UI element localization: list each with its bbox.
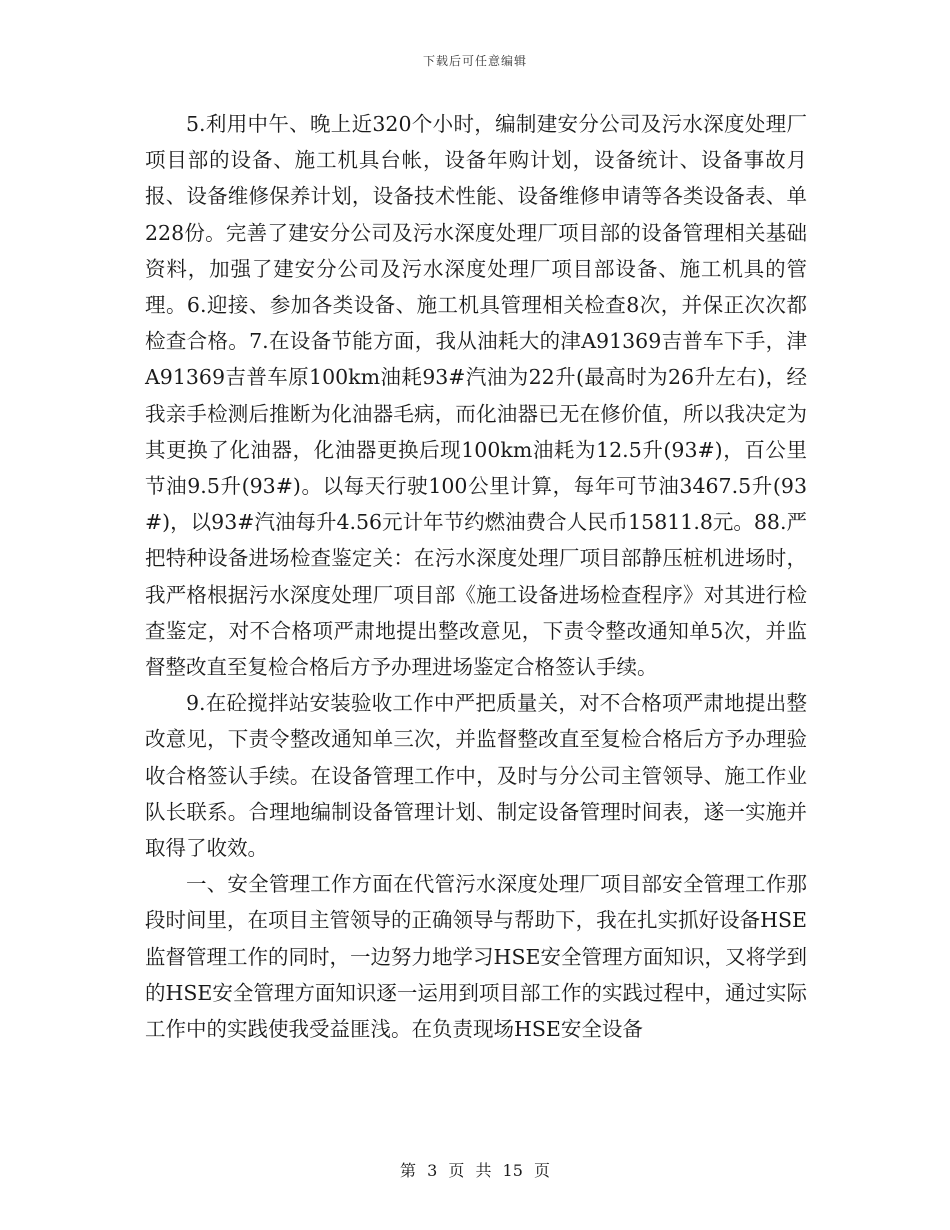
page-number-footer: 第 3 页 共 15 页 xyxy=(400,1161,550,1180)
paragraph-mixing-station: 9.在砼搅拌站安装验收工作中严把质量关，对不合格项严肃地提出整改意见，下责令整改通知单三次，并监督整改直至复检合格后方予办理验收合格签认手续。在设备管理工作中，及时与分公司主管领导、施工作业队长联系。合理地编制设备管理计划、制定设备管理时间表，遂一实施并取得了收效。 xyxy=(145,691,807,861)
paragraph-safety-management: 一、安全管理工作方面在代管污水深度处理厂项目部安全管理工作那段时间里，在项目主管领导的正确领导与帮助下，我在扎实抓好设备HSE监督管理工作的同时，一边努力地学习HSE安全管理方面知识，又将学到的HSE安全管理方面知识逐一运用到项目部工作的实践过程中，通过实际工作中的实践使我受益匪浅。在负责现场HSE安全设备 xyxy=(145,872,807,1042)
page-header: 下载后可任意编辑 xyxy=(422,54,527,68)
document-body xyxy=(145,106,807,1047)
paragraph-equipment-records: 5.利用中午、晚上近320个小时，编制建安分公司及污水深度处理厂项目部的设备、施工机具台帐，设备年购计划，设备统计、设备事故月报、设备维修保养计划，设备技术性能、设备维修申请等各类设备表、单228份。完善了建安分公司及污水深度处理厂项目部的设备管理相关基础资料，加强了建安分公司及污水深度处理厂项目部设备、施工机具的管理。6.迎接、参加各类设备、施工机具管理相关检查8次，并保正次次都检查合格。7.在设备节能方面，我从油耗大的津A91369吉普车下手，津A91369吉普车原100km油耗93#汽油为22升(最高时为26升左右)，经我亲手检测后推断为化油器毛病，而化油器已无在修价值，所以我决定为其更换了化油器，化油器更换后现100km油耗为12.5升(93#)，百公里节油9.5升(93#)。以每天行驶100公里计算，每年可节油3467.5升(93#)，以93#汽油每升4.56元计年节约燃油费合人民币15811.8元。88.严把特种设备进场检查鉴定关：在污水深度处理厂项目部静压桩机进场时，我严格根据污水深度处理厂项目部《施工设备进场检查程序》对其进行检查鉴定，对不合格项严肃地提出整改意见，下责令整改通知单5次，并监督整改直至复检合格后方予办理进场鉴定合格签认手续。 xyxy=(145,112,807,680)
